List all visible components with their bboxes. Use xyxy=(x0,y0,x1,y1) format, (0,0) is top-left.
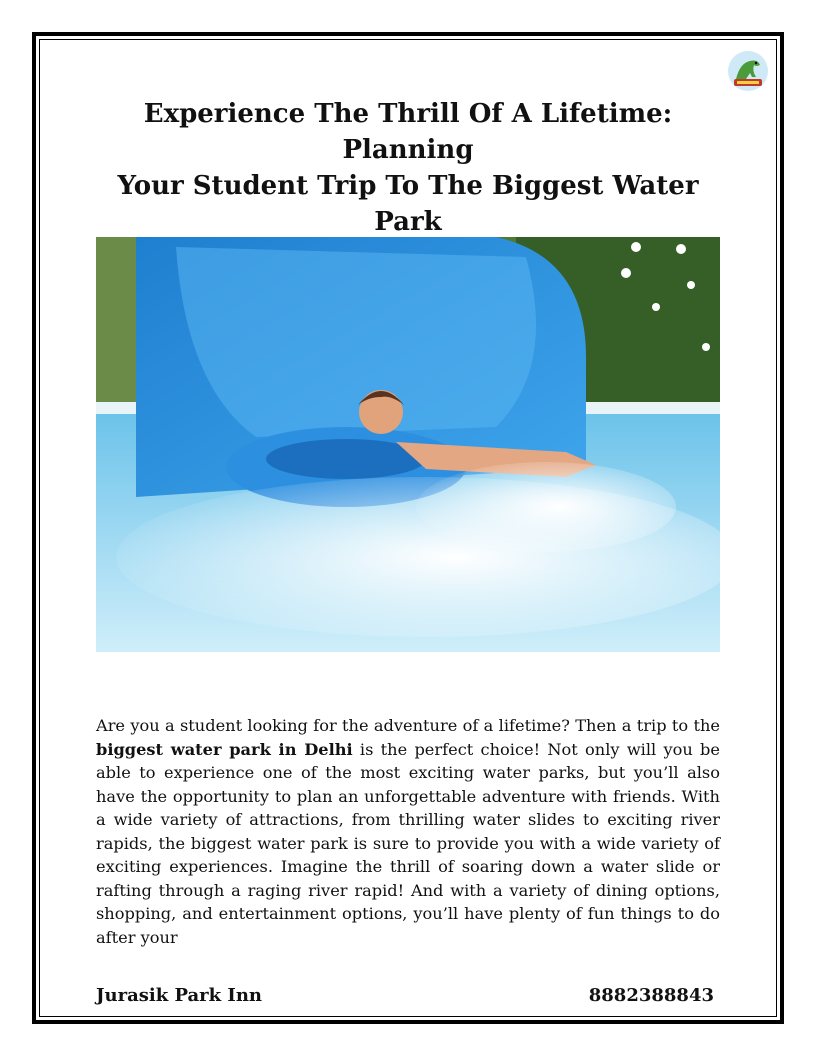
biggest-water-park-link[interactable]: biggest water park in Delhi xyxy=(96,739,353,759)
title-line-2: Your Student Trip To The Biggest Water Park xyxy=(117,171,699,237)
paragraph-text-start: Are you a student looking for the adventure of a lifetime? Then a trip to the xyxy=(96,716,720,735)
footer-business-name: Jurasik Park Inn xyxy=(96,985,262,1006)
title-line-1: Experience The Thrill Of A Lifetime: Planning xyxy=(143,99,673,165)
dinosaur-logo-icon xyxy=(726,49,770,93)
water-slide-photo xyxy=(96,237,720,652)
intro-paragraph xyxy=(96,714,720,949)
footer-phone-number: 8882388843 xyxy=(588,985,714,1006)
page-title xyxy=(92,96,724,240)
paragraph-text-end: is the perfect choice! Not only will you be able to experience one of the most exciting water parks, but you’ll also have the opportunity to plan an unforgettable adventure with friends. With a wide variety of attractions, from thrilling water slides to exciting river rapids, the biggest water park is sure to provide you with a wide variety of exciting experiences. Imagine the thrill of soaring down a water slide or rafting through a raging river rapid! And with a variety of dining options, shopping, and entertainment options, you’ll have plenty of fun things to do after your xyxy=(96,739,720,947)
